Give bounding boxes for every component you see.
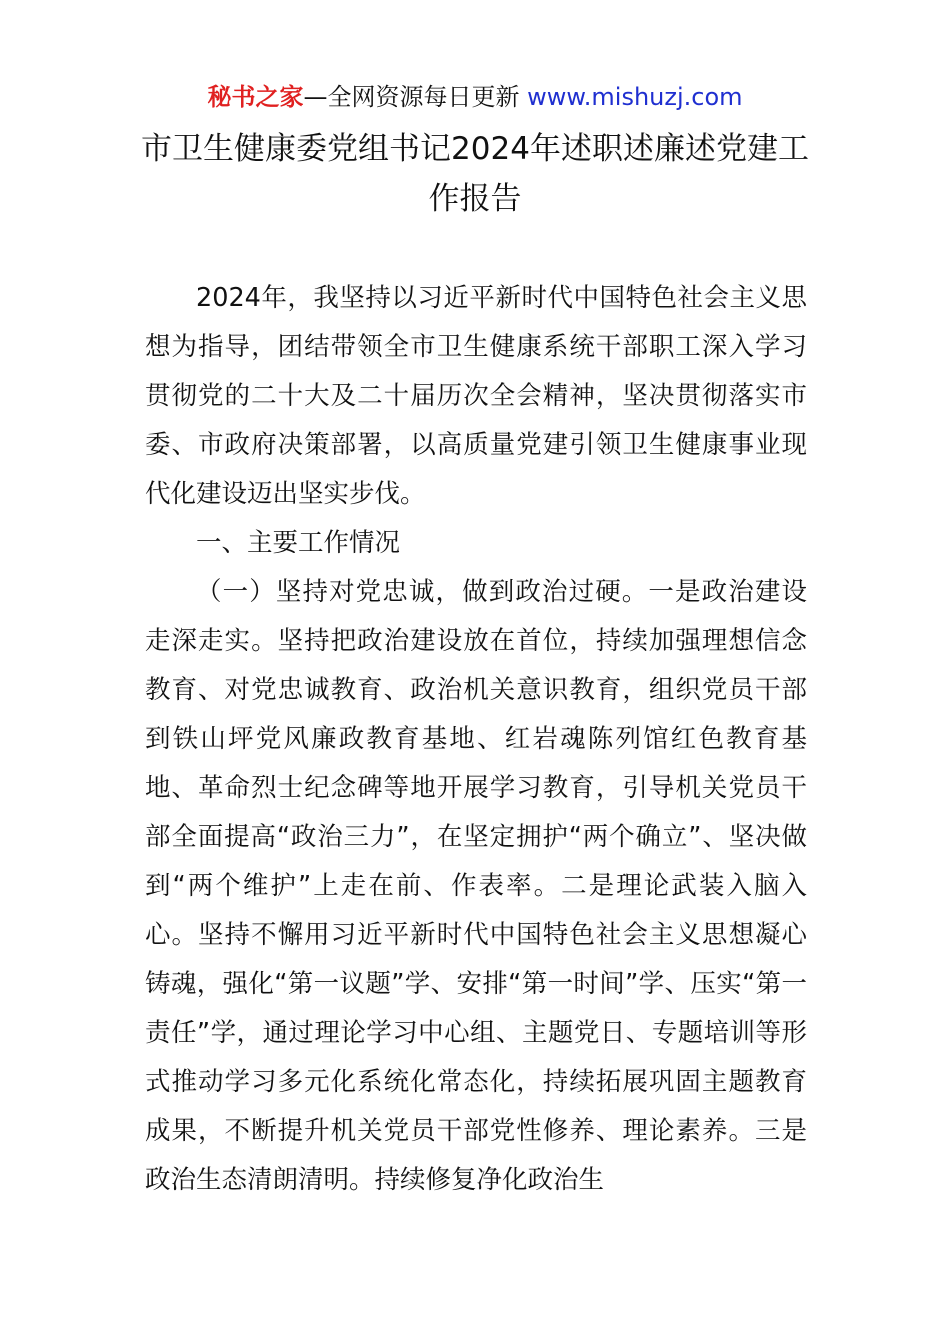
- site-header: [0, 79, 950, 115]
- document-title: 市卫生健康委党组书记2024年述职述廉述党建工作报告: [141, 131, 809, 217]
- section-heading: 一、主要工作情况: [196, 528, 401, 558]
- intro-paragraph: 2024年，我坚持以习近平新时代中国特色社会主义思想为指导，团结带领全市卫生健康系统干部职工深入学习贯彻党的二十大及二十届历次全会精神，坚决贯彻落实市委、市政府决策部署，以高质量党建引领卫生健康事业现代化建设迈出坚实步伐。: [145, 283, 807, 509]
- document-body: [145, 274, 807, 1205]
- header-tagline: —全网资源每日更新: [303, 83, 528, 111]
- brand-name: 秘书之家: [207, 83, 304, 111]
- site-url[interactable]: www.mishuzj.com: [527, 83, 743, 111]
- body-paragraph: （一）坚持对党忠诚，做到政治过硬。一是政治建设走深走实。坚持把政治建设放在首位，持续加强理想信念教育、对党忠诚教育、政治机关意识教育，组织党员干部到铁山坪党风廉政教育基地、红岩魂陈列馆红色教育基地、革命烈士纪念碑等地开展学习教育，引导机关党员干部全面提高“政治三力”，在坚定拥护“两个确立”、坚决做到“两个维护”上走在前、作表率。二是理论武装入脑入心。坚持不懈用习近平新时代中国特色社会主义思想凝心铸魂，强化“第一议题”学、安排“第一时间”学、压实“第一责任”学，通过理论学习中心组、主题党日、专题培训等形式推动学习多元化系统化常态化，持续拓展巩固主题教育成果，不断提升机关党员干部党性修养、理论素养。三是政治生态清朗清明。持续修复净化政治生: [145, 577, 807, 1195]
